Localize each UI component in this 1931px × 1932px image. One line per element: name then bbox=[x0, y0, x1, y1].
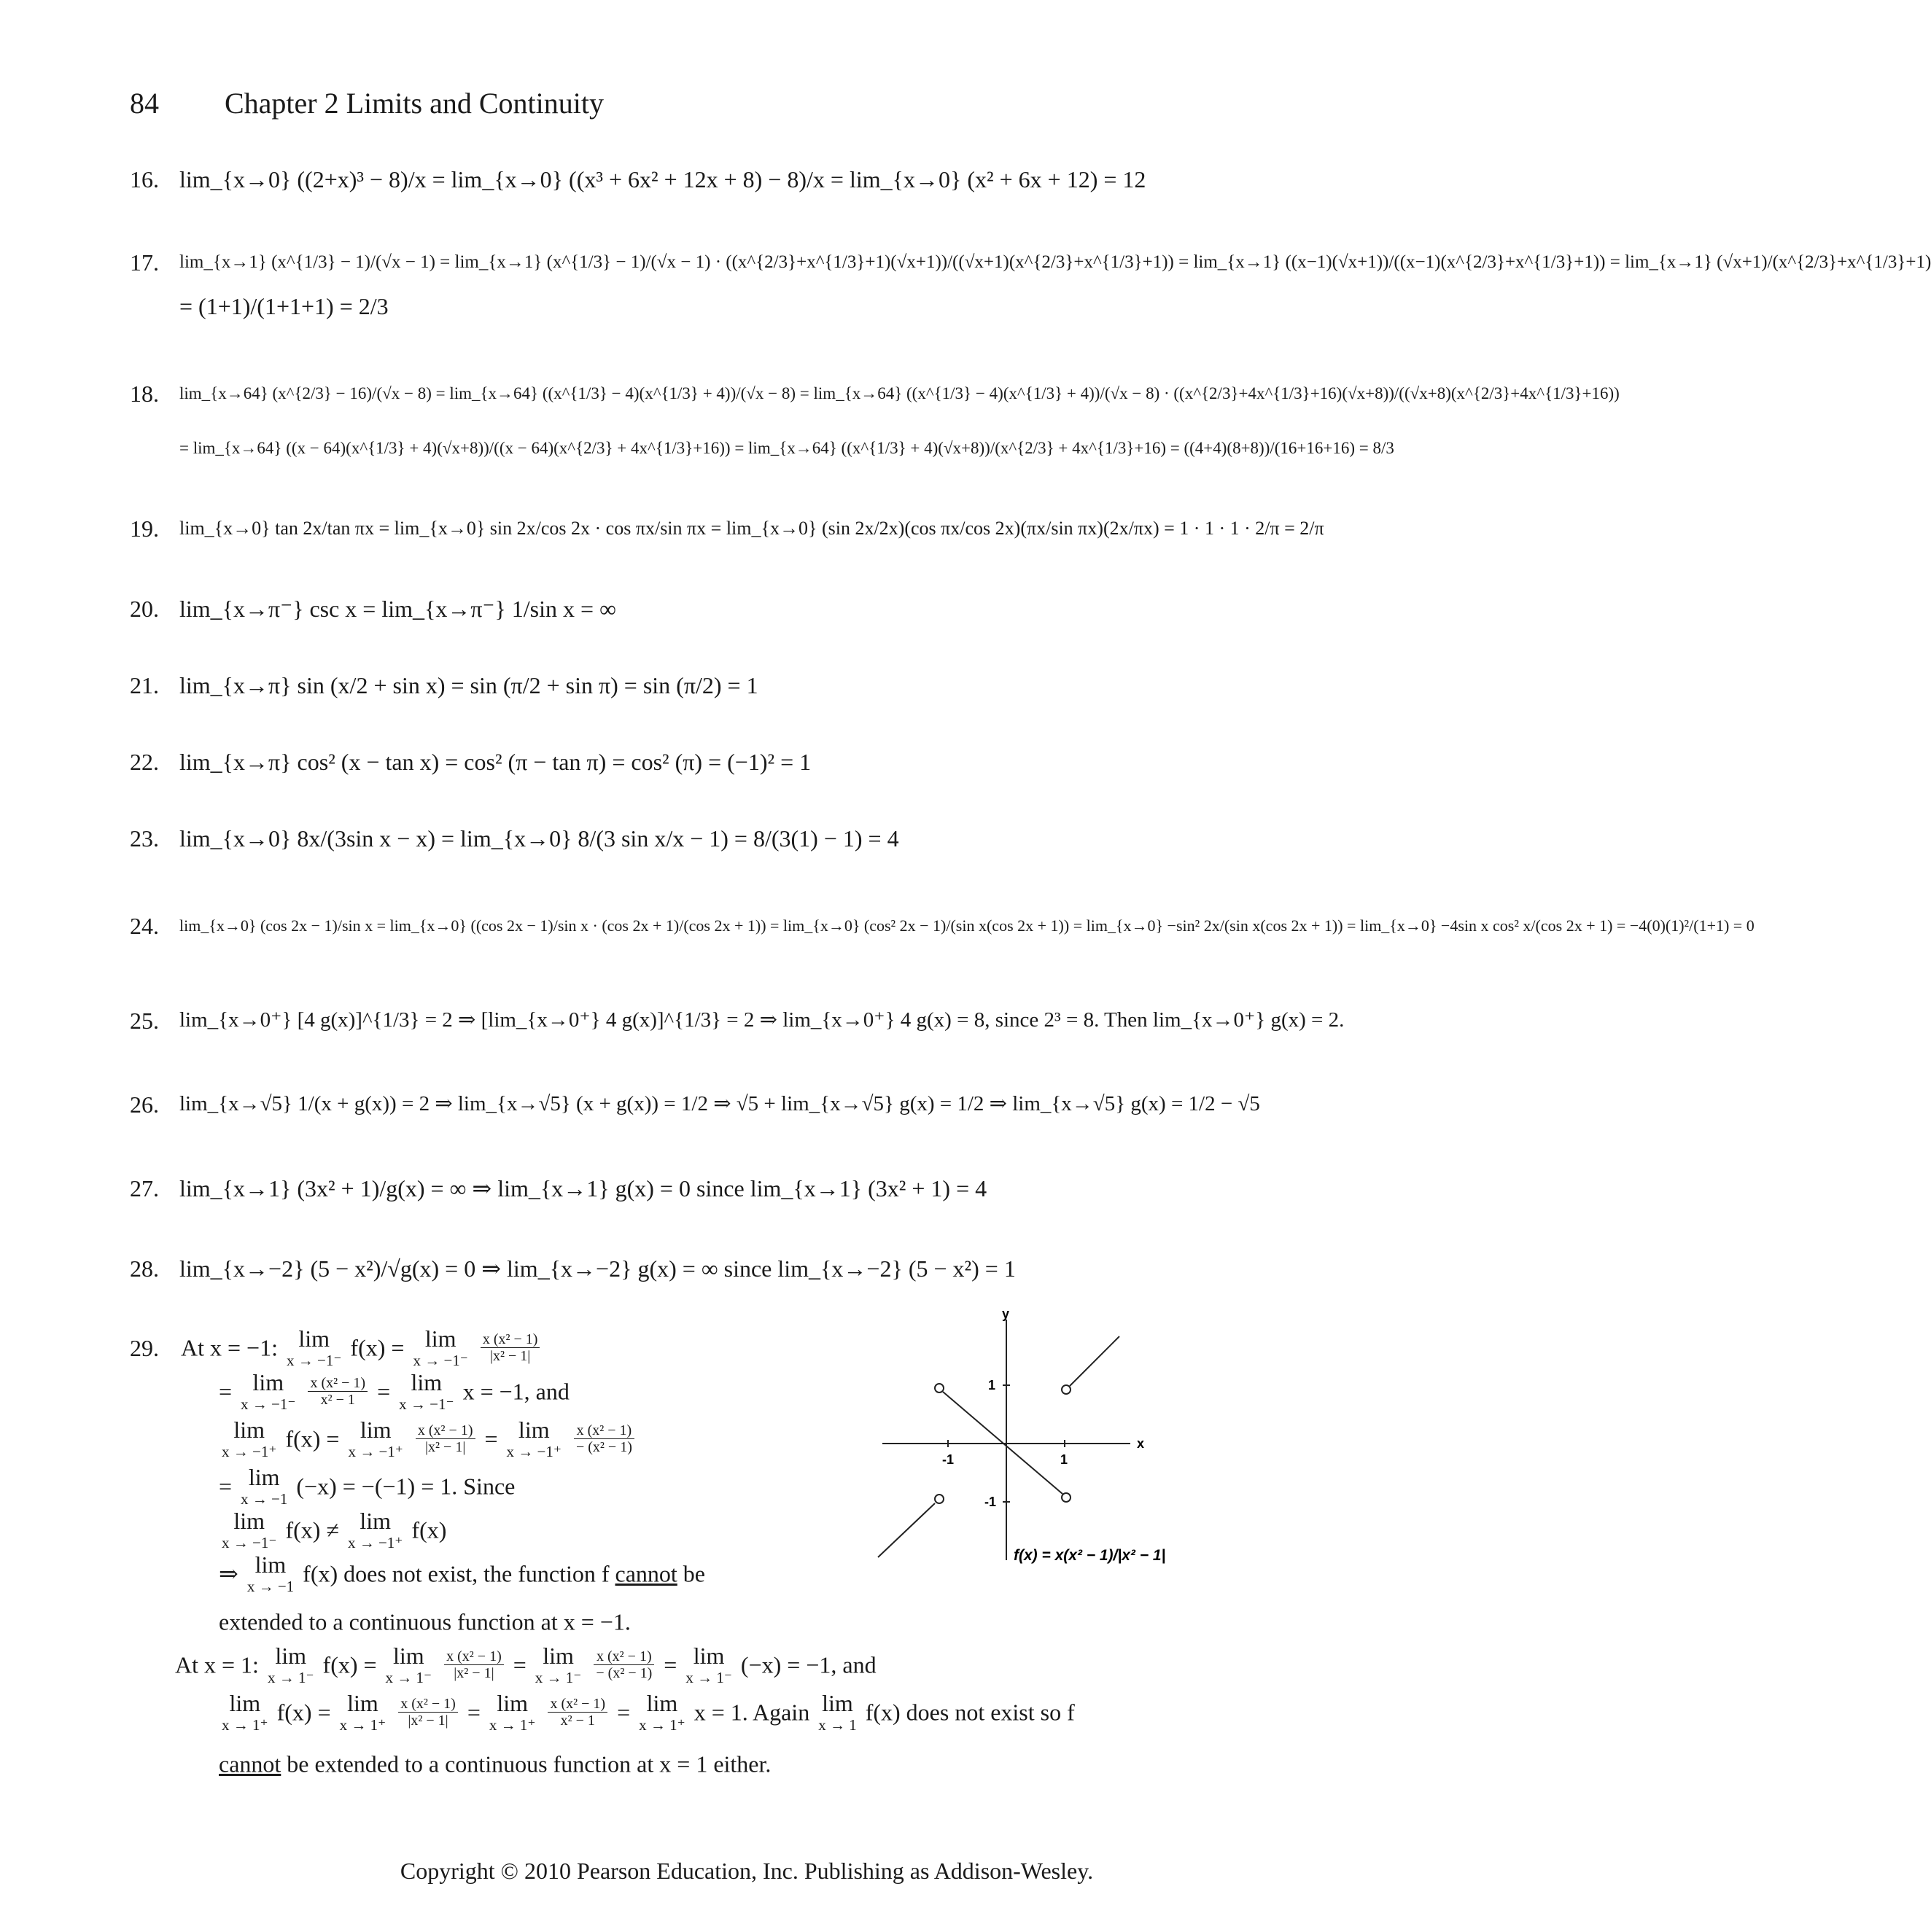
problem-29-line-3: lim x → −1⁺ f(x) = lim x → −1⁺ $\frac{\text{x (x² − 1)}}{\text{|x² − 1|}}$ = lim x → −1⁺ $\frac{\text{x (x² − 1)}}{\text{− (x² − 1)}}$ bbox=[219, 1418, 638, 1460]
denominator: x² − 1 bbox=[320, 1392, 355, 1408]
solution-line: lim_{x→−2} (5 − x²)/√g(x) = 0 ⇒ lim_{x→−2} g(x) = ∞ since lim_{x→−2} (5 − x²) = 1 bbox=[179, 1255, 1016, 1282]
problem-number: 24. bbox=[130, 912, 159, 939]
problem-18-cont bbox=[179, 434, 1394, 457]
limit bbox=[639, 1691, 685, 1733]
solution-line: lim_{x→0} (cos 2x − 1)/sin x = lim_{x→0} ((cos 2x − 1)/sin x · (cos 2x + 1)/(cos 2x + 1)) = lim_{x→0} (cos² 2x − 1)/(sin x(cos 2x + 1)) = lim_{x→0} −sin² 2x/(sin x(cos 2x + 1)) = lim_{x→0} −4sin x cos² x/(cos 2x + 1) = −4(0)(1)²/(1+1) = 0 bbox=[179, 916, 1755, 935]
expr-text: f(x) = bbox=[276, 1699, 331, 1726]
problem-number: 18. bbox=[130, 380, 159, 407]
numerator: x (x² − 1) bbox=[416, 1422, 475, 1439]
graph-segment-right bbox=[1070, 1336, 1119, 1386]
copyright-footer: Copyright © 2010 Pearson Education, Inc. Publishing as Addison-Wesley. bbox=[400, 1858, 1094, 1884]
open-point-left bbox=[935, 1495, 944, 1503]
lim-word: lim bbox=[255, 1551, 287, 1578]
numerator: x (x² − 1) bbox=[444, 1648, 504, 1665]
open-point-mid-bottom bbox=[1062, 1493, 1071, 1502]
limit bbox=[348, 1509, 403, 1551]
graph-caption: f(x) = x(x² − 1)/|x² − 1| bbox=[1014, 1547, 1166, 1564]
expr-text: f(x) does not exist, the function f bbox=[303, 1560, 610, 1587]
denominator: x² − 1 bbox=[560, 1713, 595, 1729]
limit bbox=[247, 1553, 294, 1594]
solution-line: lim_{x→0} 8x/(3sin x − x) = lim_{x→0} 8/(3 sin x/x − 1) = 8/(3(1) − 1) = 4 bbox=[179, 825, 899, 852]
fraction bbox=[481, 1331, 540, 1364]
function-graph bbox=[875, 1306, 1211, 1589]
expr-text: f(x) bbox=[411, 1516, 447, 1543]
denominator: − (x² − 1) bbox=[596, 1665, 653, 1681]
solution-line: = (1+1)/(1+1+1) = 2/3 bbox=[179, 292, 389, 319]
limit bbox=[399, 1371, 454, 1412]
lim-word: lim bbox=[693, 1643, 725, 1669]
lim-word: lim bbox=[360, 1508, 392, 1534]
lim-sub: x → −1⁻ bbox=[241, 1395, 296, 1413]
problem-number: 20. bbox=[130, 595, 159, 622]
limit bbox=[222, 1509, 276, 1551]
expr-text: be extended to a continuous function at x = 1 either. bbox=[281, 1750, 772, 1777]
lim-sub: x → 1⁺ bbox=[222, 1716, 268, 1734]
problem-23 bbox=[130, 824, 899, 850]
problem-number: 28. bbox=[130, 1255, 159, 1282]
problem-19 bbox=[130, 514, 1324, 540]
limit bbox=[241, 1465, 287, 1507]
lim-sub: x → −1⁺ bbox=[506, 1443, 562, 1460]
lim-sub: x → −1⁺ bbox=[347, 1534, 403, 1551]
limit bbox=[535, 1644, 582, 1686]
limit bbox=[222, 1691, 268, 1733]
lim-word: lim bbox=[822, 1690, 853, 1716]
implies-symbol: ⇒ bbox=[219, 1560, 238, 1587]
at-x-1-label: At x = 1: bbox=[175, 1651, 259, 1678]
graph-segment-left bbox=[878, 1503, 935, 1557]
problem-21 bbox=[130, 671, 758, 697]
problem-number: 17. bbox=[130, 249, 159, 276]
lim-sub: x → 1⁺ bbox=[639, 1716, 685, 1734]
fraction bbox=[574, 1422, 634, 1455]
numerator: x (x² − 1) bbox=[594, 1648, 654, 1665]
open-point-right bbox=[1062, 1385, 1071, 1394]
problem-27 bbox=[130, 1174, 987, 1200]
lim-word: lim bbox=[646, 1690, 678, 1716]
lim-sub: x → 1⁻ bbox=[267, 1669, 314, 1686]
denominator: |x² − 1| bbox=[425, 1439, 466, 1455]
problem-25 bbox=[130, 1006, 1344, 1032]
problem-number: 25. bbox=[130, 1007, 159, 1034]
lim-word: lim bbox=[248, 1464, 280, 1490]
solution-line: lim_{x→0} ((2+x)³ − 8)/x = lim_{x→0} ((x³ + 6x² + 12x + 8) − 8)/x = lim_{x→0} (x² + 6x + 12) = 12 bbox=[179, 165, 1146, 192]
fraction bbox=[444, 1648, 504, 1681]
problem-16 bbox=[130, 165, 1146, 191]
solution-line: lim_{x→√5} 1/(x + g(x)) = 2 ⇒ lim_{x→√5} (x + g(x)) = 1/2 ⇒ √5 + lim_{x→√5} g(x) = 1/2 ⇒ lim_{x→√5} g(x) = 1/2 − √5 bbox=[179, 1092, 1260, 1116]
lim-sub: x → −1⁺ bbox=[348, 1443, 403, 1460]
expr-text: (−x) = −1, and bbox=[740, 1651, 877, 1678]
y-axis-label: y bbox=[1002, 1306, 1010, 1321]
fraction bbox=[398, 1696, 458, 1729]
expr-text: be bbox=[677, 1560, 705, 1587]
x-tick-label-pos: 1 bbox=[1060, 1452, 1068, 1467]
lim-sub: x → −1⁻ bbox=[413, 1352, 468, 1369]
problem-29-line-6 bbox=[219, 1553, 705, 1594]
expr-text: (−x) = −(−1) = 1. Since bbox=[296, 1473, 516, 1500]
solution-line: lim_{x→π} cos² (x − tan x) = cos² (π − tan π) = cos² (π) = (−1)² = 1 bbox=[179, 748, 812, 775]
expr-text: x = 1. Again bbox=[693, 1699, 810, 1726]
lim-word: lim bbox=[252, 1369, 284, 1395]
denominator: |x² − 1| bbox=[408, 1713, 448, 1729]
expr-text: f(x) does not exist so f bbox=[865, 1699, 1075, 1726]
problem-29-line-4: = lim x → −1 (−x) = −(−1) = 1. Since bbox=[219, 1464, 516, 1508]
problem-17-cont bbox=[179, 292, 389, 318]
problem-29-line-7 bbox=[219, 1608, 631, 1634]
open-point-mid-top bbox=[935, 1384, 944, 1392]
at-x-minus-1-label: At x = −1: bbox=[181, 1334, 278, 1361]
numerator: x (x² − 1) bbox=[481, 1331, 540, 1348]
problem-29-line-10 bbox=[219, 1750, 771, 1776]
problem-number: 22. bbox=[130, 748, 159, 775]
limit bbox=[340, 1691, 386, 1733]
expr-text: extended to a continuous function at x = −1. bbox=[219, 1608, 631, 1635]
lim-word: lim bbox=[360, 1417, 392, 1443]
solution-line: lim_{x→1} (3x² + 1)/g(x) = ∞ ⇒ lim_{x→1} g(x) = 0 since lim_{x→1} (3x² + 1) = 4 bbox=[179, 1175, 987, 1201]
limit bbox=[241, 1371, 295, 1412]
problem-number: 19. bbox=[130, 515, 159, 542]
lim-word: lim bbox=[518, 1417, 550, 1443]
limit bbox=[489, 1691, 536, 1733]
x-tick-label-neg: -1 bbox=[942, 1452, 955, 1467]
problem-24 bbox=[130, 911, 1755, 938]
denominator: |x² − 1| bbox=[490, 1348, 531, 1364]
numerator: x (x² − 1) bbox=[574, 1422, 634, 1439]
lim-word: lim bbox=[298, 1325, 330, 1352]
lim-sub: x → 1⁻ bbox=[535, 1669, 582, 1686]
lim-sub: x → −1⁻ bbox=[399, 1395, 454, 1413]
denominator: − (x² − 1) bbox=[575, 1439, 632, 1455]
lim-word: lim bbox=[275, 1643, 307, 1669]
lim-sub: x → −1⁻ bbox=[222, 1534, 277, 1551]
problem-number: 27. bbox=[130, 1175, 159, 1201]
limit bbox=[222, 1418, 276, 1460]
fraction bbox=[416, 1422, 475, 1455]
problem-28 bbox=[130, 1254, 1016, 1280]
solution-line: lim_{x→π⁻} csc x = lim_{x→π⁻} 1/sin x = ∞ bbox=[179, 595, 616, 622]
y-tick-label-pos: 1 bbox=[988, 1378, 996, 1392]
x-axis-label: x bbox=[1137, 1436, 1145, 1451]
lim-word: lim bbox=[393, 1643, 424, 1669]
problem-number: 23. bbox=[130, 825, 159, 852]
solution-line: lim_{x→π} sin (x/2 + sin x) = sin (π/2 + sin π) = sin (π/2) = 1 bbox=[179, 671, 758, 698]
lim-sub: x → 1⁻ bbox=[685, 1669, 732, 1686]
solution-line: = lim_{x→64} ((x − 64)(x^{1/3} + 4)(√x+8))/((x − 64)(x^{2/3} + 4x^{1/3}+16)) = lim_{x→64} ((x^{1/3} + 4)(√x+8))/(x^{2/3} + 4x^{1/3}+16) = ((4+4)(8+8))/(16+16+16) = 8/3 bbox=[179, 439, 1394, 458]
lim-sub: x → 1 bbox=[818, 1716, 857, 1734]
problem-17 bbox=[130, 248, 1931, 274]
lim-word: lim bbox=[497, 1690, 528, 1716]
denominator: |x² − 1| bbox=[454, 1665, 494, 1681]
lim-sub: x → −1 bbox=[241, 1490, 288, 1508]
expr-text: f(x) ≠ bbox=[285, 1516, 339, 1543]
problem-number: 29. bbox=[130, 1334, 159, 1361]
solution-line: lim_{x→0} tan 2x/tan πx = lim_{x→0} sin 2x/cos 2x · cos πx/sin πx = lim_{x→0} (sin 2x/2x)(cos πx/cos 2x)(πx/sin πx)(2x/πx) = 1 · 1 · 1 · 2/π = 2/π bbox=[179, 517, 1324, 539]
fraction bbox=[548, 1696, 607, 1729]
limit bbox=[818, 1691, 857, 1733]
page-number: 84 bbox=[130, 87, 159, 120]
page-header bbox=[130, 86, 604, 120]
problem-26 bbox=[130, 1090, 1260, 1116]
limit bbox=[287, 1327, 341, 1368]
numerator: x (x² − 1) bbox=[398, 1696, 458, 1713]
lim-word: lim bbox=[411, 1369, 443, 1395]
lim-sub: x → 1⁺ bbox=[339, 1716, 386, 1734]
lim-sub: x → −1⁻ bbox=[286, 1352, 342, 1369]
solution-line: lim_{x→0⁺} [4 g(x)]^{1/3} = 2 ⇒ [lim_{x→0⁺} 4 g(x)]^{1/3} = 2 ⇒ lim_{x→0⁺} 4 g(x) = 8, since 2³ = 8. Then lim_{x→0⁺} g(x) = 2. bbox=[179, 1008, 1345, 1032]
lim-sub: x → 1⁻ bbox=[385, 1669, 432, 1686]
lim-word: lim bbox=[347, 1690, 378, 1716]
expr-text: f(x) = bbox=[322, 1651, 377, 1678]
lim-sub: x → 1⁺ bbox=[489, 1716, 536, 1734]
problem-number: 16. bbox=[130, 165, 159, 192]
cannot-underlined: cannot bbox=[219, 1750, 281, 1777]
expr-text: f(x) = bbox=[350, 1334, 405, 1361]
cannot-underlined: cannot bbox=[615, 1560, 677, 1587]
problem-29-line-2: = lim x → −1⁻ $\frac{\text{x (x² − 1)}}{\text{x² − 1}}$ = lim x → −1⁻ x = −1, and bbox=[219, 1369, 570, 1413]
solution-line: lim_{x→64} (x^{2/3} − 16)/(√x − 8) = lim_{x→64} ((x^{1/3} − 4)(x^{1/3} + 4))/(√x − 8) = lim_{x→64} ((x^{1/3} − 4)(x^{1/3} + 4))/(√x − 8) · ((x^{2/3}+4x^{1/3}+16)(√x+8))/((√x+8)(x^{2/3}+4x^{1/3}+16)) bbox=[179, 384, 1620, 403]
limit bbox=[386, 1644, 432, 1686]
problem-number: 26. bbox=[130, 1091, 159, 1118]
problem-29-line-9: lim x → 1⁺ f(x) = lim x → 1⁺ $\frac{\text{x (x² − 1)}}{\text{|x² − 1|}}$ = lim x → 1⁺ $\frac{\text{x (x² − 1)}}{\text{x² − 1}}$ = lim x → 1⁺ x = 1. Again lim x → 1 f(x) does not exist so f bbox=[222, 1690, 1075, 1734]
lim-word: lim bbox=[229, 1690, 261, 1716]
lim-word: lim bbox=[233, 1508, 265, 1534]
problem-29-line-1 bbox=[130, 1327, 543, 1368]
problem-29-line-8: At x = 1: lim x → 1⁻ f(x) = lim x → 1⁻ $\frac{\text{x (x² − 1)}}{\text{|x² − 1|}}$ = lim x → 1⁻ $\frac{\text{x (x² − 1)}}{\text{− (x² − 1)}}$ = lim x → 1⁻ (−x) = −1, and bbox=[175, 1643, 877, 1686]
solution-line: lim_{x→1} (x^{1/3} − 1)/(√x − 1) = lim_{x→1} (x^{1/3} − 1)/(√x − 1) · ((x^{2/3}+x^{1/3}+1)(√x+1))/((√x+1)(x^{2/3}+x^{1/3}+1)) = lim_{x→1} ((x−1)(√x+1))/((x−1)(x^{2/3}+x^{1/3}+1)) = lim_{x→1} (√x+1)/(x^{2/3}+x^{1/3}+1) bbox=[179, 252, 1931, 273]
problem-number: 21. bbox=[130, 671, 159, 698]
chapter-title: Chapter 2 Limits and Continuity bbox=[225, 87, 604, 120]
expr-text: x = −1, and bbox=[462, 1378, 570, 1405]
lim-word: lim bbox=[233, 1417, 265, 1443]
numerator: x (x² − 1) bbox=[548, 1696, 607, 1713]
y-tick-label-neg: -1 bbox=[984, 1495, 997, 1509]
lim-word: lim bbox=[543, 1643, 574, 1669]
expr-text: f(x) = bbox=[285, 1425, 340, 1452]
fraction bbox=[308, 1375, 368, 1408]
problem-20 bbox=[130, 594, 616, 620]
lim-sub: x → −1 bbox=[246, 1578, 295, 1595]
limit bbox=[507, 1418, 562, 1460]
numerator: x (x² − 1) bbox=[308, 1375, 368, 1392]
limit bbox=[413, 1327, 467, 1368]
limit bbox=[268, 1644, 314, 1686]
problem-18 bbox=[130, 379, 1620, 405]
limit bbox=[348, 1418, 403, 1460]
problem-29-line-5 bbox=[219, 1509, 446, 1551]
limit bbox=[685, 1644, 732, 1686]
fraction bbox=[594, 1648, 654, 1681]
lim-sub: x → −1⁺ bbox=[222, 1443, 277, 1460]
problem-22 bbox=[130, 747, 811, 774]
lim-word: lim bbox=[424, 1325, 456, 1352]
